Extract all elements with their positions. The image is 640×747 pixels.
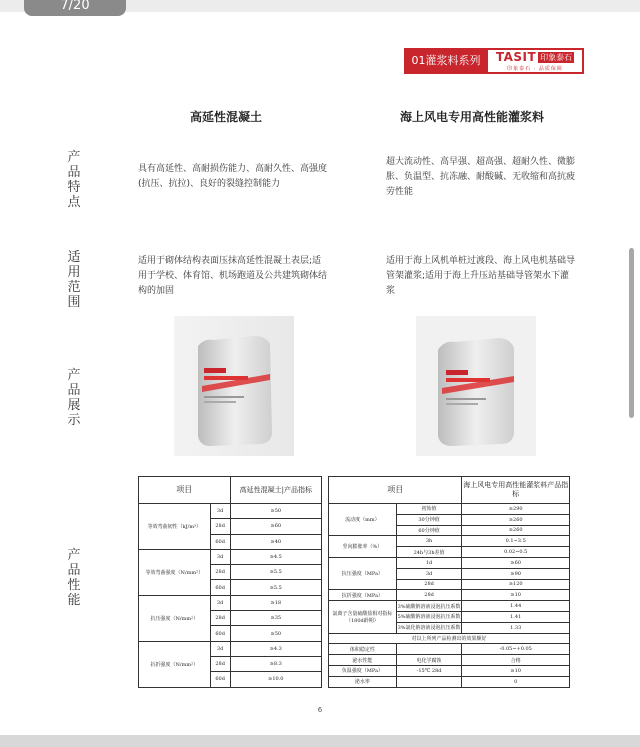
- value-cell: ≥35: [230, 611, 321, 626]
- table-row: [329, 644, 570, 655]
- value-cell: ≥90: [462, 568, 570, 579]
- value-cell: ≥260: [462, 525, 570, 536]
- product-bag-image-left: [174, 316, 294, 456]
- value-cell: ≥50: [230, 504, 321, 519]
- condition-cell: 3d: [396, 568, 462, 579]
- features-left-text: 具有高延性、高耐损伤能力、高耐久性、高强度(抗压、抗拉)、良好的裂缝控制能力: [138, 164, 328, 189]
- age-cell: 60d: [210, 580, 230, 595]
- section-label-performance: 产 品 性 能: [67, 548, 81, 608]
- value-cell: 1.33: [462, 622, 570, 633]
- value-cell: ≥5.5: [230, 565, 321, 580]
- value-cell: ≥5.5: [230, 580, 321, 595]
- vertical-scrollbar[interactable]: [629, 248, 634, 418]
- age-cell: 60d: [210, 534, 230, 549]
- row-group-name: 负温强度（MPa）: [329, 665, 397, 676]
- table-row: [329, 504, 570, 515]
- row-group-name: 抗折强度（MPa）: [329, 590, 397, 601]
- age-cell: 3d: [210, 641, 230, 656]
- condition-cell: [396, 676, 462, 687]
- value-cell: 0.1~3.5: [462, 536, 570, 547]
- value-cell: ≥50: [230, 626, 321, 641]
- section-label-features: 产 品 特 点: [67, 150, 81, 210]
- brand-slogan: 印象泰石 · 品质保障: [507, 66, 563, 72]
- condition-cell: -15℃ 28d: [396, 665, 462, 676]
- row-group-name: 抗压强度（N/mm²）: [139, 595, 211, 641]
- age-cell: 28d: [210, 519, 230, 534]
- value-cell: ≥10: [462, 665, 570, 676]
- table-header-spec: 海上风电专用高性能灌浆料产品指标: [462, 477, 570, 504]
- age-cell: 28d: [210, 656, 230, 671]
- table-header-item: 项目: [329, 477, 462, 504]
- value-cell: ≥10.0: [230, 672, 321, 687]
- condition-cell: 5%硫酸钠溶液浸泡抗压系数: [396, 611, 462, 622]
- row-group-name: 流动度（mm）: [329, 504, 397, 536]
- age-cell: 60d: [210, 672, 230, 687]
- page-indicator[interactable]: 7/20: [24, 0, 126, 16]
- column-title-right: 海上风电专用高性能灌浆料: [400, 110, 545, 124]
- condition-cell: 3%氯化钠溶液浸泡抗压系数: [396, 622, 462, 633]
- performance-table-left: [138, 476, 322, 688]
- brand-name: 印象泰石: [540, 52, 573, 62]
- condition-cell: 电化学腐蚀: [396, 655, 462, 666]
- value-cell: ≥260: [462, 514, 570, 525]
- value-cell: ≥60: [230, 519, 321, 534]
- series-header: [404, 48, 584, 74]
- value-cell: 1.44: [462, 601, 570, 612]
- table-row: [139, 504, 322, 519]
- age-cell: 60d: [210, 626, 230, 641]
- age-cell: 28d: [210, 611, 230, 626]
- value-cell: 合格: [462, 655, 570, 666]
- value-cell: 0: [462, 676, 570, 687]
- note-cell: 对以上所列产品检测出的效果颇好: [329, 633, 570, 644]
- condition-cell: 初始值: [396, 504, 462, 515]
- condition-cell: 1d: [396, 557, 462, 568]
- features-right-text: 超大流动性、高早强、超高强、超耐久性、微膨胀、负温型、抗冻融、耐酸碱、无收缩和高抗疲劳性能: [386, 157, 576, 197]
- column-title-left: 高延性混凝土: [190, 110, 263, 124]
- condition-cell: 28d: [396, 590, 462, 601]
- performance-table-right: [328, 476, 570, 688]
- age-cell: 3d: [210, 504, 230, 519]
- row-group-name: 体积稳定性: [329, 644, 397, 655]
- value-cell: ≥4.3: [230, 641, 321, 656]
- age-cell: 28d: [210, 565, 230, 580]
- condition-cell: 3%硫酸钠溶液浸泡抗压系数: [396, 601, 462, 612]
- age-cell: 3d: [210, 549, 230, 564]
- age-cell: 3d: [210, 595, 230, 610]
- table-row: [139, 595, 322, 610]
- condition-cell: 60分钟值: [396, 525, 462, 536]
- value-cell: ≥120: [462, 579, 570, 590]
- table-row: [329, 655, 570, 666]
- value-cell: ≥10: [462, 590, 570, 601]
- row-group-name: 泌水性能: [329, 655, 397, 666]
- condition-cell: 30分钟值: [396, 514, 462, 525]
- condition-cell: 24h与3h差值: [396, 547, 462, 558]
- condition-cell: 3h: [396, 536, 462, 547]
- value-cell: ≥18: [230, 595, 321, 610]
- table-header-spec: 高延性混凝土|产品指标: [230, 477, 321, 504]
- page-number: 6: [317, 706, 323, 714]
- table-row: [329, 633, 570, 644]
- table-row: [329, 676, 570, 687]
- table-row: [329, 601, 570, 612]
- scope-left-text: 适用于砌体结构表面压抹高延性混凝土表层;适用于学校、体育馆、机场跑道及公共建筑砌体结构的加固: [138, 256, 328, 296]
- bottom-bar: [0, 735, 640, 747]
- product-bag-image-right: [416, 316, 536, 456]
- value-cell: ≥40: [230, 534, 321, 549]
- table-row: [329, 590, 570, 601]
- row-group-name: 竖向膨胀率（%）: [329, 536, 397, 558]
- brand-block: [488, 50, 582, 72]
- table-row: [139, 549, 322, 564]
- value-cell: ≥60: [462, 557, 570, 568]
- row-group-name: 泌水率: [329, 676, 397, 687]
- scope-right-text: 适用于海上风机单桩过渡段、海上风电机基础导管架灌浆;适用于海上升压站基础导管架水下灌浆: [386, 256, 576, 296]
- value-cell: ≥8.3: [230, 656, 321, 671]
- value-cell: 0.02~0.5: [462, 547, 570, 558]
- condition-cell: [396, 644, 462, 655]
- value-cell: ≥4.5: [230, 549, 321, 564]
- series-label: 01灌浆料系列: [411, 54, 481, 67]
- row-group-name: 等效弯曲强度（N/mm²）: [139, 549, 211, 595]
- row-group-name: 抗压强度（MPa）: [329, 557, 397, 589]
- value-cell: ≥290: [462, 504, 570, 515]
- brand-logo: TASIT: [495, 50, 537, 64]
- row-group-name: 氯离子含量硫酸盐相对指标（180d龄期）: [329, 601, 397, 633]
- value-cell: -0.05~+0.05: [462, 644, 570, 655]
- table-row: [329, 557, 570, 568]
- table-row: [329, 665, 570, 676]
- table-header-item: 项目: [139, 477, 231, 504]
- value-cell: 1.41: [462, 611, 570, 622]
- row-group-name: 等效弯曲韧性（kJ/m³）: [139, 504, 211, 550]
- condition-cell: 28d: [396, 579, 462, 590]
- table-row: [139, 641, 322, 656]
- row-group-name: 抗折强度（N/mm²）: [139, 641, 211, 687]
- section-label-scope: 适 用 范 围: [67, 250, 81, 310]
- table-row: [329, 536, 570, 547]
- section-label-display: 产 品 展 示: [67, 368, 81, 428]
